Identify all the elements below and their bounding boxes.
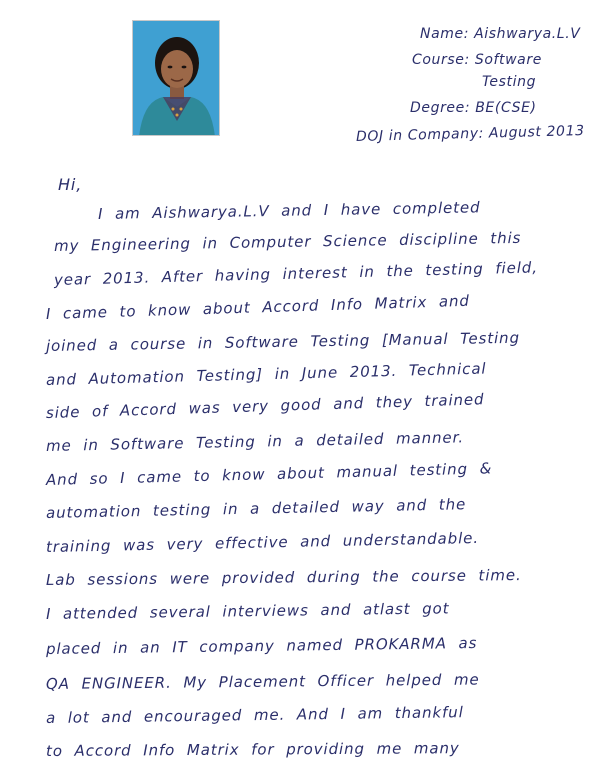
letter-line: I am Aishwarya.L.V and I have completed (97, 198, 481, 223)
degree-label: Degree: BE(CSE) (410, 100, 537, 116)
letter-line: And so I came to know about manual testing & (45, 459, 493, 489)
letter-line: I attended several interviews and atlast got (45, 599, 450, 623)
letter-line: I came to know about Accord Info Matrix and (45, 291, 471, 323)
name-label: Name: Aishwarya.L.V (420, 26, 581, 42)
letter-line: training was very effective and understandable. (45, 528, 480, 556)
letter-line: and Automation Testing] in June 2013. Technical (45, 359, 487, 389)
letter-line: me in Software Testing in a detailed manner. (45, 428, 465, 455)
letter-line: year 2013. After having interest in the testing field, (53, 258, 539, 289)
course-label: Course: Software (412, 52, 542, 68)
profile-photo (132, 20, 220, 136)
letter-line: placed in an IT company named PROKARMA as (45, 633, 478, 658)
letter-greeting: Hi, (58, 175, 83, 194)
person-portrait-icon (133, 21, 220, 136)
letter-line: automation testing in a detailed way and the (45, 495, 467, 522)
doj-label: DOJ in Company: August 2013 (355, 123, 585, 145)
letter-line: a lot and encouraged me. And I am thankful (45, 703, 464, 727)
course-label-continued: Testing (482, 74, 537, 90)
letter-line: to Accord Info Matrix for providing me many (45, 739, 460, 760)
letter-line: Lab sessions were provided during the course time. (45, 566, 522, 589)
letter-line: QA ENGINEER. My Placement Officer helped me (45, 670, 480, 693)
letter-line: my Engineering in Computer Science discipline this (53, 228, 522, 255)
letter-line: joined a course in Software Testing [Manual Testing (45, 328, 521, 355)
letter-line: side of Accord was very good and they trained (45, 390, 485, 422)
